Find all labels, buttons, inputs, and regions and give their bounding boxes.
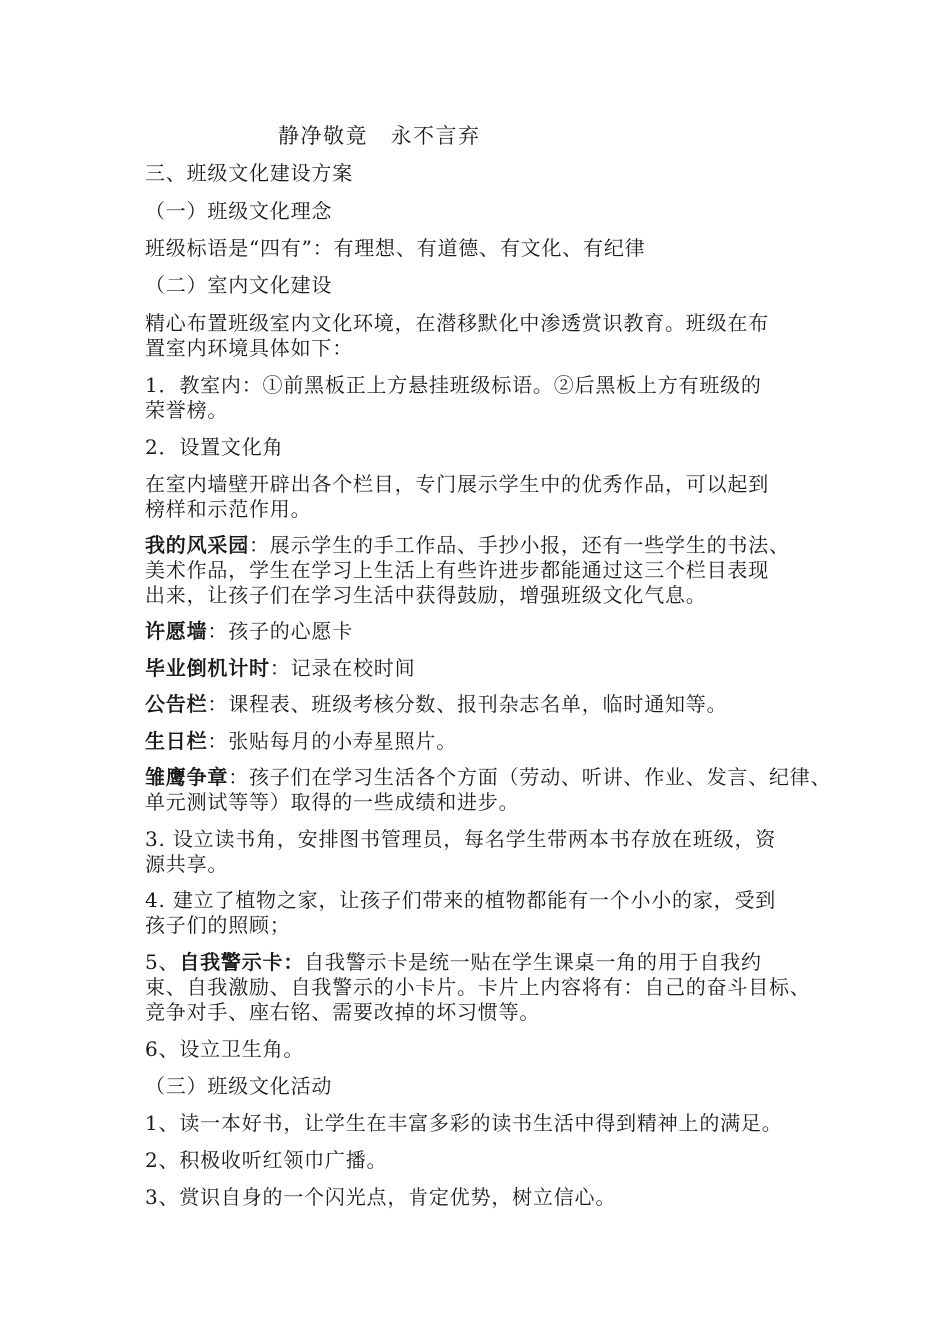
list-item-line: 竞争对手、座右铭、需要改掉的坏习惯等。	[145, 1000, 541, 1024]
paragraph-line	[145, 656, 815, 681]
paragraph-line	[145, 692, 815, 717]
label-text: ：孩子们在学习生活各个方面（劳动、听讲、作业、发言、纪律、	[228, 765, 832, 789]
document-title: 静净敬竟 永不言弃	[278, 124, 481, 148]
list-item: 1、读一本好书，让学生在丰富多彩的读书生活中得到精神上的满足。	[145, 1111, 783, 1135]
label-text: ：课程表、班级考核分数、报刊杂志名单，临时通知等。	[207, 692, 728, 716]
list-item-line: 源共享。	[145, 852, 229, 876]
paragraph-line: 精心布置班级室内文化环境，在潜移默化中渗透赏识教育。班级在布	[145, 311, 769, 335]
slogan-text: 班级标语是“四有”：有理想、有道德、有文化、有纪律	[145, 236, 646, 260]
bold-label: 许愿墙	[145, 619, 208, 643]
list-item: 6、设立卫生角。	[145, 1037, 305, 1061]
bold-label: 自我警示卡：	[179, 950, 305, 974]
list-item-line: 3. 设立读书角，安排图书管理员，每名学生带两本书存放在班级，资	[145, 827, 777, 851]
section-heading: 三、班级文化建设方案	[145, 161, 353, 185]
label-text: ：孩子的心愿卡	[207, 619, 354, 643]
label-text: 自我警示卡是统一贴在学生课桌一角的用于自我约	[304, 950, 762, 974]
bold-label: 生日栏	[145, 729, 208, 753]
label-text: ：记录在校时间	[269, 656, 416, 680]
paragraph-line: 置室内环境具体如下：	[145, 336, 353, 360]
subsection-heading: （二）室内文化建设	[145, 273, 333, 297]
list-item: 2、积极收听红领巾广播。	[145, 1148, 388, 1172]
list-item-line: 4. 建立了植物之家，让孩子们带来的植物都能有一个小小的家，受到	[145, 888, 777, 912]
subsection-heading: （三）班级文化活动	[145, 1074, 333, 1098]
list-item-line: 1．教室内：①前黑板正上方悬挂班级标语。②后黑板上方有班级的	[145, 373, 762, 397]
label-text: ：张贴每月的小寿星照片。	[207, 729, 458, 753]
list-item-line: 束、自我激励、自我警示的小卡片。卡片上内容将有：自己的奋斗目标、	[145, 975, 811, 999]
paragraph-line: 在室内墙壁开辟出各个栏目，专门展示学生中的优秀作品，可以起到	[145, 472, 769, 496]
paragraph-line	[145, 765, 832, 790]
paragraph-line: 单元测试等等）取得的一些成绩和进步。	[145, 790, 520, 814]
bold-label: 公告栏	[145, 692, 208, 716]
paragraph-line: 出来，让孩子们在学习生活中获得鼓励，增强班级文化气息。	[145, 583, 707, 607]
list-number: 5、	[145, 950, 180, 974]
label-text: ：展示学生的手工作品、手抄小报，还有一些学生的书法、	[249, 533, 790, 557]
bold-label: 雏鹰争章	[145, 765, 229, 789]
bold-label: 毕业倒机计时	[145, 656, 270, 680]
paragraph-line: 美术作品，学生在学习上生活上有些许进步都能通过这三个栏目表现	[145, 558, 769, 582]
paragraph-line: 榜样和示范作用。	[145, 497, 312, 521]
paragraph-line	[145, 729, 815, 754]
list-item: 2．设置文化角	[145, 435, 284, 459]
bold-label: 我的风采园	[145, 533, 249, 557]
paragraph-line	[145, 533, 815, 558]
list-item-line: 荣誉榜。	[145, 398, 229, 422]
list-item-line: 孩子们的照顾；	[145, 913, 291, 937]
subsection-heading: （一）班级文化理念	[145, 199, 333, 223]
list-item-line	[145, 950, 815, 975]
paragraph-line	[145, 619, 815, 644]
list-item: 3、赏识自身的一个闪光点，肯定优势，树立信心。	[145, 1185, 617, 1209]
